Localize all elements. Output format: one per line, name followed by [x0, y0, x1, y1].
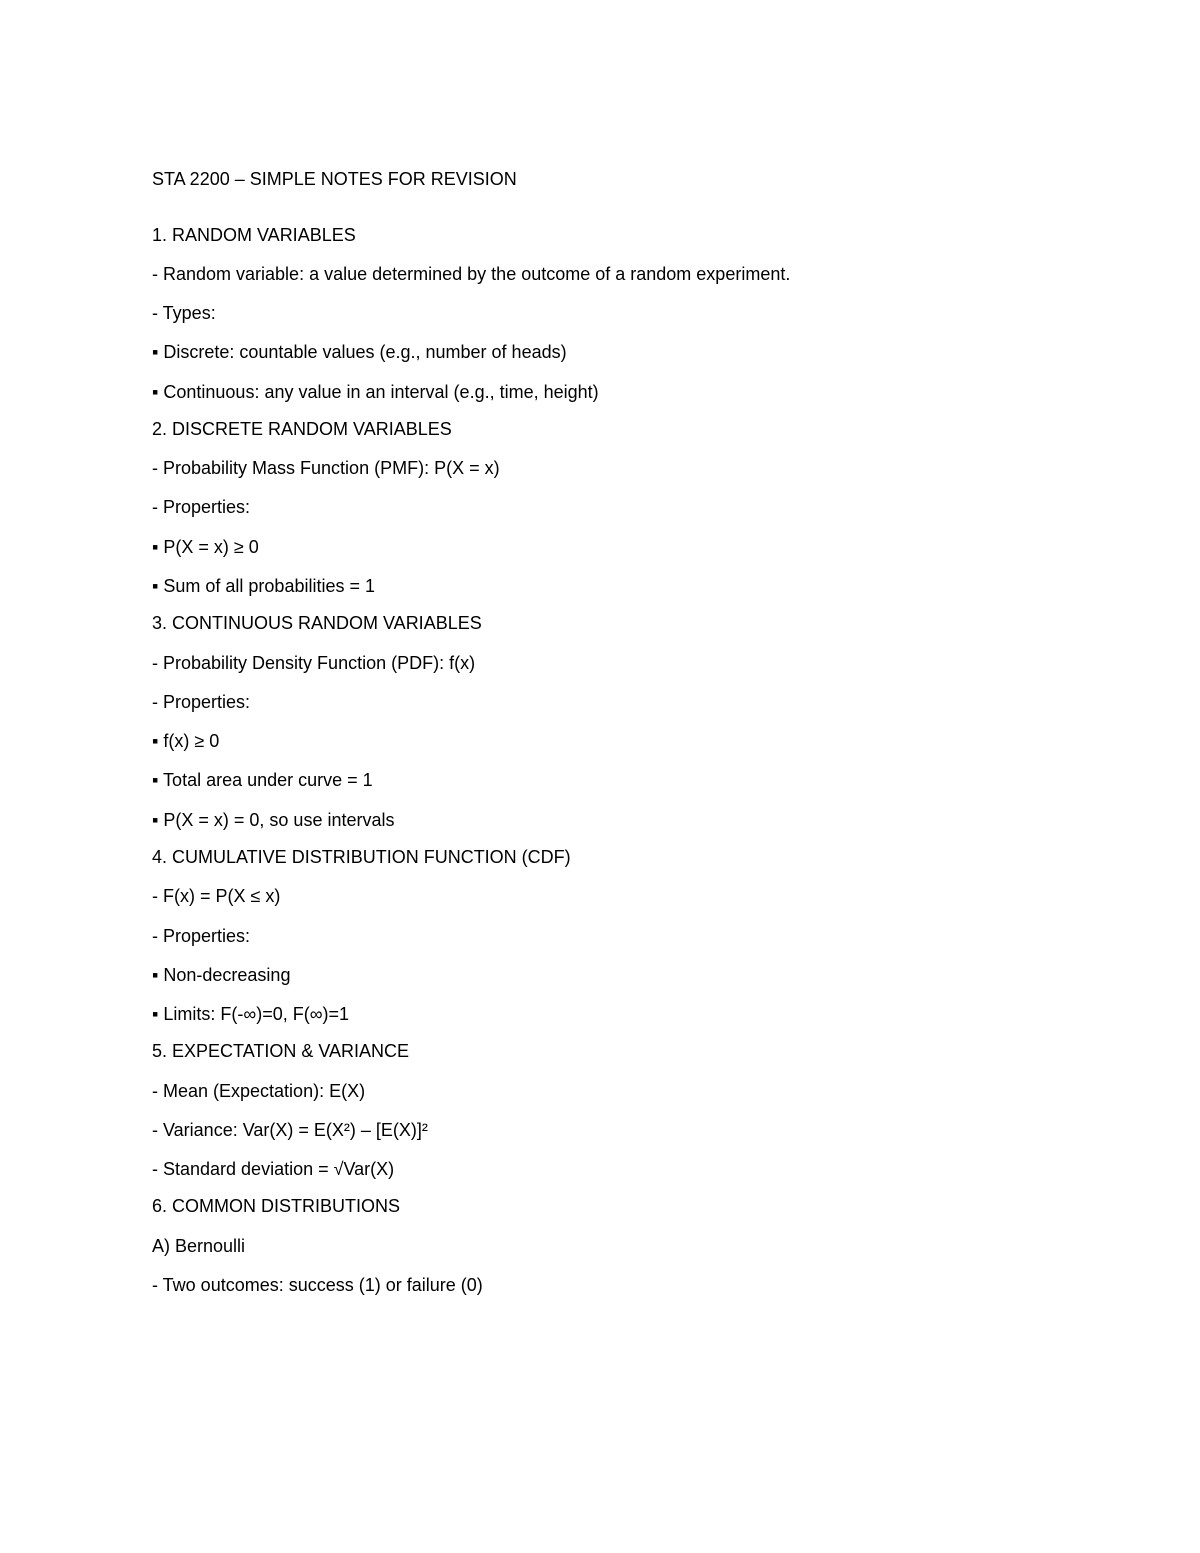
section-continuous-random-variables [152, 612, 1102, 830]
note-line: - Variance: Var(X) = E(X²) – [E(X)]² [152, 1119, 428, 1140]
note-line: - F(x) = P(X ≤ x) [152, 886, 281, 907]
note-line: - Probability Density Function (PDF): f(x) [152, 652, 476, 673]
document-content [152, 168, 1102, 1311]
section-heading: 1. RANDOM VARIABLES [152, 224, 356, 245]
bullet-line: ▪ P(X = x) ≥ 0 [152, 536, 259, 557]
section-heading: 5. EXPECTATION & VARIANCE [152, 1041, 410, 1062]
note-line: - Standard deviation = √Var(X) [152, 1159, 395, 1180]
note-line: - Two outcomes: success (1) or failure (0) [152, 1274, 483, 1295]
section-common-distributions [152, 1195, 1102, 1296]
note-line: - Random variable: a value determined by the outcome of a random experiment. [152, 263, 791, 284]
section-heading: 3. CONTINUOUS RANDOM VARIABLES [152, 613, 482, 634]
subheading-line: A) Bernoulli [152, 1235, 246, 1256]
section-heading: 4. CUMULATIVE DISTRIBUTION FUNCTION (CDF) [152, 846, 571, 867]
section-cdf [152, 846, 1102, 1025]
bullet-line: ▪ Non-decreasing [152, 964, 291, 985]
bullet-line: ▪ Limits: F(-∞)=0, F(∞)=1 [152, 1004, 350, 1025]
note-line: - Properties: [152, 691, 251, 712]
section-discrete-random-variables [152, 418, 1102, 597]
document-title: STA 2200 – SIMPLE NOTES FOR REVISION [152, 169, 517, 189]
section-heading: 2. DISCRETE RANDOM VARIABLES [152, 418, 452, 439]
bullet-line: ▪ P(X = x) = 0, so use intervals [152, 809, 395, 830]
section-heading: 6. COMMON DISTRIBUTIONS [152, 1196, 401, 1217]
note-line: - Properties: [152, 497, 251, 518]
section-expectation-variance [152, 1040, 1102, 1180]
bullet-line: ▪ Total area under curve = 1 [152, 770, 373, 791]
bullet-line: ▪ f(x) ≥ 0 [152, 731, 220, 752]
bullet-line: ▪ Sum of all probabilities = 1 [152, 576, 375, 597]
section-random-variables [152, 224, 1102, 403]
bullet-line: ▪ Discrete: countable values (e.g., number of heads) [152, 342, 567, 363]
note-line: - Probability Mass Function (PMF): P(X = x) [152, 458, 500, 479]
bullet-line: ▪ Continuous: any value in an interval (e.g., time, height) [152, 381, 599, 402]
note-line: - Types: [152, 303, 216, 324]
note-line: - Mean (Expectation): E(X) [152, 1080, 366, 1101]
note-line: - Properties: [152, 925, 251, 946]
